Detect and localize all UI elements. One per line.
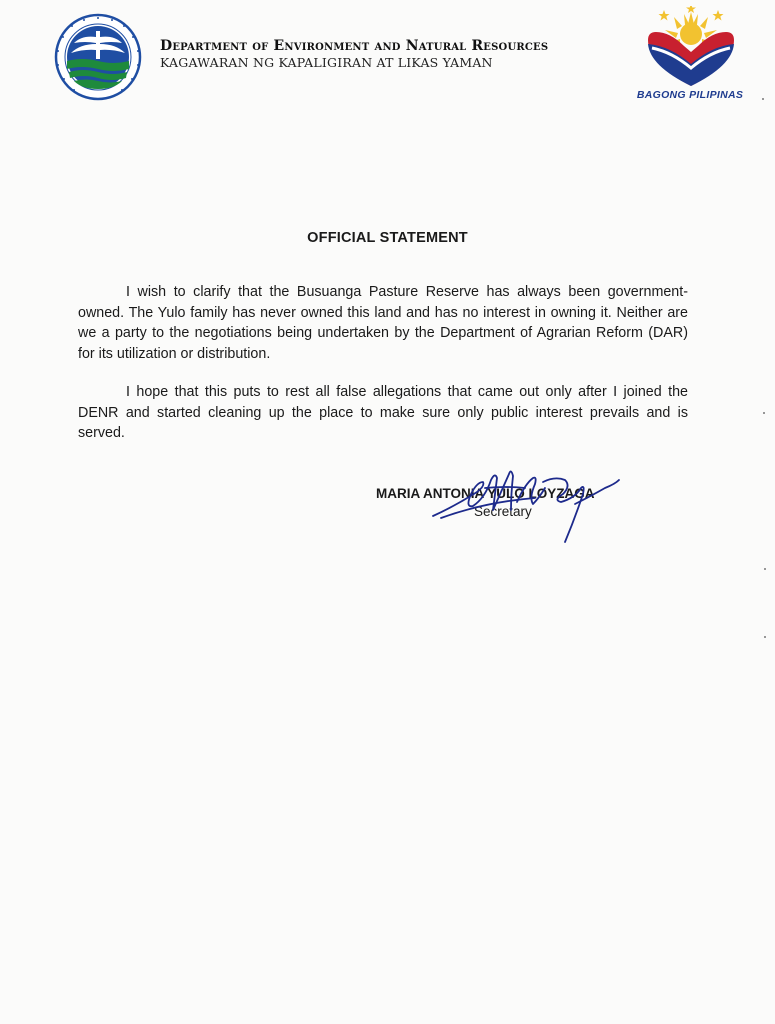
statement-paragraph: I hope that this puts to rest all false allegations that came out only after I joined the DENR and started cleaning up the place to make sure only public interest prevails and is served. xyxy=(78,384,688,441)
scan-artifact xyxy=(764,636,766,638)
scan-artifact xyxy=(764,568,766,570)
bagong-pilipinas-logo-icon xyxy=(640,6,742,90)
letterhead xyxy=(160,38,640,70)
department-name-english: Department of Environment and Natural Resources xyxy=(160,38,549,54)
bagong-pilipinas-text: BAGONG PILIPINAS xyxy=(636,89,744,101)
statement-body xyxy=(78,282,688,462)
statement-paragraph: I wish to clarify that the Busuanga Pasture Reserve has always been government-owned. The Yulo family has never owned this land and has no interest in owning it. Neither are we a party to the negotiations being undertaken by the Department of Agrarian Reform (DAR) for its utilization or distribution. xyxy=(78,284,688,362)
department-name-filipino: KAGAWARAN NG KAPALIGIRAN AT LIKAS YAMAN xyxy=(160,55,493,70)
signatory-name: MARIA ANTONIA YULO LOYZAGA xyxy=(376,486,595,501)
scan-artifact xyxy=(762,98,764,100)
document-title: OFFICIAL STATEMENT xyxy=(307,230,468,246)
denr-seal-icon xyxy=(52,13,144,101)
signatory-title: Secretary xyxy=(474,504,532,519)
scan-artifact xyxy=(763,412,765,414)
signature-block xyxy=(376,486,646,519)
